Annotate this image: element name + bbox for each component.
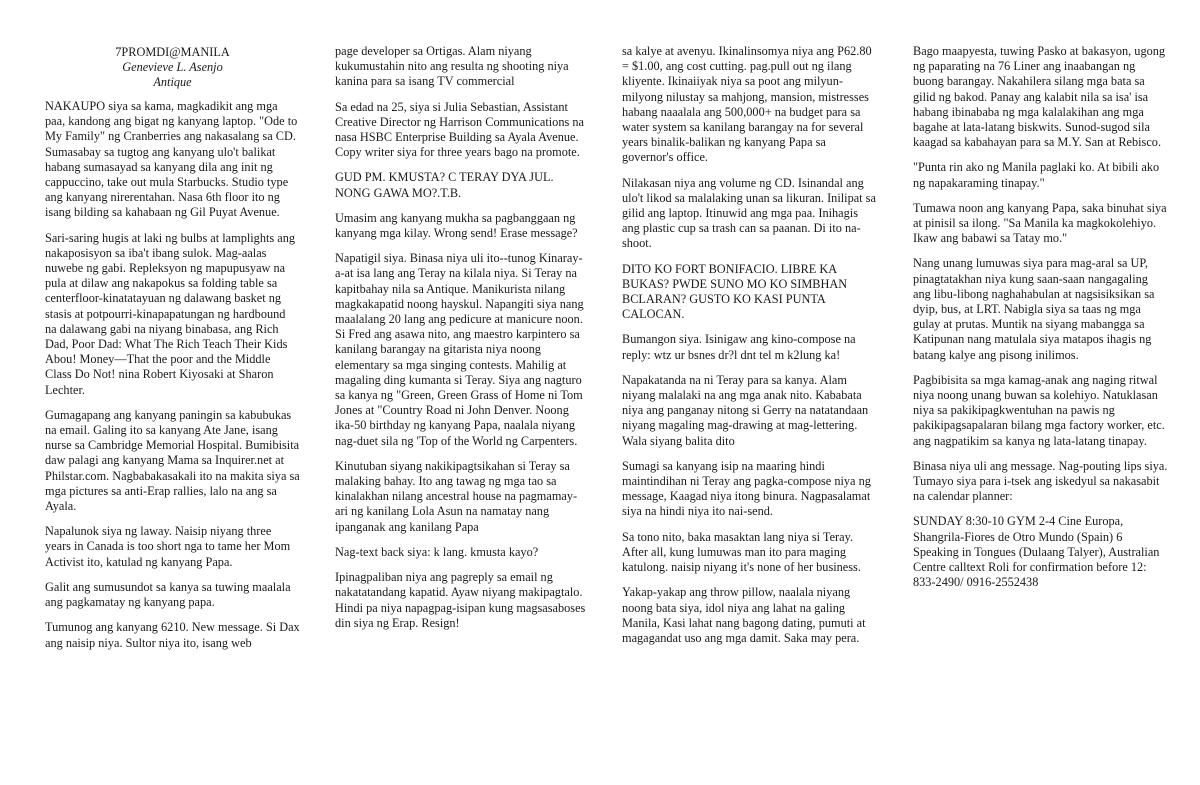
- paragraph: Sari-saring hugis at laki ng bulbs at lamplights ang nakaposisyon sa iba't ibang sulok. Mag-aalas nuwebe ng gabi. Repleksyon ng mapupusyaw na pula at dilaw ang nakapokus sa folding table sa centerfloor-kinatatayuan ng dalawang basket ng stasis at potpourri-kinapapatungan ng hardbound na dalawang gabi na niyang binabasa, ang Rich Dad, Poor Dad: What The Rich Teach Their Kids Abou! Money—That the poor and the Middle Class Do Not! nina Robert Kiyosaki at Sharon Lechter.: [45, 230, 296, 397]
- author-place: Antique: [153, 75, 192, 89]
- paragraph: Sumagi sa kanyang isip na maaring hindi maintindihan ni Teray ang pagka-compose niya ng message, Kaagad niya itong binura. Nagpasalamat siya na hindi niya ito nai-send.: [622, 458, 871, 519]
- paragraph: Nag-text back siya: k lang. kmusta kayo?: [335, 544, 539, 559]
- paragraph: Ipinagpaliban niya ang pagreply sa email ng nakatatandang kapatid. Ayaw niyang makipagtalo. Hindi pa niya napagpag-isipan kung magsasaboses din siya ng Erap. Resign!: [335, 570, 586, 630]
- paragraph: Bumangon siya. Isinigaw ang kino-compose na reply: wtz ur bsnes dr?l dnt tel m k2lung ka!: [622, 332, 856, 362]
- paragraph: Galit ang sumusundot sa kanya sa tuwing maalala ang pagkamatay ng kanyang papa.: [45, 579, 291, 610]
- paragraph: Gumagapang ang kanyang paningin sa kabubukas na email. Galing ito sa kanyang Ate Jane, isang nurse sa Cambridge Memorial Hospital. Bumibisita daw palagi ang kanyang Mama sa Inquirer.net at Philstar.com. Nagbabakasakali ito na makita siya sa mga pictures sa anti-Erap rallies, lalo na ang sa Ayala.: [45, 407, 300, 514]
- paragraph: Binasa niya uli ang message. Nag-pouting lips siya. Tumayo siya para i-tsek ang iskedyul sa nakasabit na calendar planner:: [913, 458, 1168, 504]
- paragraph: Kinutuban siyang nakikipagtsikahan si Teray sa malaking bahay. Ito ang tawag ng mga tao sa kinalakhan nilang ancestral house na pagmamay-ari ng kanilang Lola Asun na namatay nang ipanganak ang kanilang Papa: [335, 458, 578, 534]
- text-message: DITO KO FORT BONIFACIO. LIBRE KA BUKAS? PWDE SUNO MO KO SIMBHAN BCLARAN? GUSTO KO KASI PUNTA CALOCAN.: [622, 261, 848, 322]
- paragraph: Napakatanda na ni Teray para sa kanya. Alam niyang malalaki na ang mga anak nito. Kababata niya ang panganay nitong si Gerry na natatandaan niyang magaling mag-drawing at mag-lettering. Wala siyang balita dito: [622, 372, 869, 448]
- text-message: GUD PM. KMUSTA? C TERAY DYA JUL. NONG GAWA MO?.T.B.: [335, 170, 554, 200]
- paragraph: Bago maapyesta, tuwing Pasko at bakasyon, ugong ng paparating na 76 Liner ang inaabangan ng buong barangay. Nakahilera silang mga bata sa gilid ng bakod. Panay ang kalabit nila sa isa' isa habang ibinababa ng mga kalalakihan ang mga bagahe at lata-latang biskwits. Sunod-sugod sila kaagad sa kabahayan para sa M.Y. San at Rebisco.: [913, 44, 1166, 150]
- paragraph: Yakap-yakap ang throw pillow, naalala niyang noong bata siya, idol niya ang lahat na galing Manila, Kasi lahat nang bagong dating, pumuti at magagandat uso ang mga damit. Saka may pera.: [622, 585, 866, 645]
- story-header: [45, 45, 300, 90]
- paragraph: Napatigil siya. Binasa niya uli ito--tunog Kinaray-a-at isa lang ang Teray na kilala niya. Si Teray na kapitbahay nila sa Antique. Manikurista nilang magkakapatid noong hayskul. Napangiti siya nang maalalang 20 lang ang pedicure at manicure noon. Si Fred ang asawa nito, ang maestro karpintero sa kanilang barangay na gitarista niya noong elementary sa mga singing contests. Mahilig at magaling ding kumanta si Teray. Siya ang nagturo sa kanya ng "Green, Green Grass of Home ni Tom Jones at "Country Road ni John Denver. Noong ika-50 birthday ng kanyang Papa, naalala niyang nag-duet sila ng 'Top of the World ng Carpenters.: [335, 251, 584, 448]
- column-1: [45, 45, 300, 661]
- paragraph: page developer sa Ortigas. Alam niyang kukumustahin nito ang resulta ng shooting niya kanina para sa isang TV commercial: [335, 44, 569, 89]
- story-title: 7PROMDI@MANILA: [115, 45, 230, 59]
- paragraph: Napalunok siya ng laway. Naisip niyang three years in Canada is too short nga to tame her Mom Activist ito, katulad ng kanyang Papa.: [45, 524, 291, 569]
- paragraph: sa kalye at avenyu. Ikinalinsomya niya ang P62.80 = $1.00, ang cost cutting. pag.pull out ng ilang kliyente. Ikinaiiyak niya sa poot ang milyun-milyong nilustay sa mahjong, mansion, mistresses habang naaalala ang 500,000+ na budget para sa water system sa kanilang barangay na for several years binalik-balikan ng kanyang Papa sa governor's office.: [622, 44, 872, 165]
- paragraph: Sa edad na 25, siya si Julia Sebastian, Assistant Creative Director ng Harrison Communications na nasa HSBC Enterprise Building sa Ayala Avenue. Copy writer siya for three years bago na promote.: [335, 99, 584, 160]
- column-2: [335, 44, 590, 641]
- paragraph: Pagbibisita sa mga kamag-anak ang naging ritwal niya noong unang buwan sa kolehiyo. Natuklasan niya sa pakikipagkwentuhan na pawis ng pakikipagsapalaran bilang mga factory worker, etc. ang nagpatikim sa kanya ng lata-latang tinapay.: [913, 372, 1165, 448]
- paragraph: NAKAUPO siya sa kama, magkadikit ang mga paa, kandong ang bigat ng kanyang laptop. "Ode to My Family" ng Cranberries ang nakasalang sa CD. Sumasabay sa tugtog ang kanyang ulo't balikat habang sumasayad sa kanyang dila ang init ng cappuccino, take out mula Starbucks. Studio type ang kanyang nirerentahan. Nasa 6th floor ito ng isang bilding sa kahabaan ng Gil Puyat Avenue.: [45, 99, 298, 220]
- paragraph: "Punta rin ako ng Manila paglaki ko. At bibili ako ng napakaraming tinapay.": [913, 160, 1160, 190]
- paragraph: Sa tono nito, baka masaktan lang niya si Teray. After all, kung lumuwas man ito para maging katulong. naisip niyang it's none of her business.: [622, 529, 861, 575]
- calendar-schedule: SUNDAY 8:30-10 GYM 2-4 Cine Europa, Shangrila-Fiores de Otro Mundo (Spain) 6 Speaking in Tongues (Dulaang Talyer), Australian Centre calltext Roli for confirmation before 12: 833-2490/ 0916-2552438: [913, 514, 1160, 590]
- paragraph: Tumawa noon ang kanyang Papa, saka binuhat siya at pinisil sa ilong. "Sa Manila ka magkokolehiyo. Ikaw ang babawi sa Tatay mo.": [913, 200, 1167, 246]
- paragraph: Umasim ang kanyang mukha sa pagbanggaan ng kanyang mga kilay. Wrong send! Erase message?: [335, 210, 578, 241]
- paragraph: Tumunog ang kanyang 6210. New message. Si Dax ang naisip niya. Sultor niya ito, isang web: [45, 620, 300, 650]
- paragraph: Nang unang lumuwas siya para mag-aral sa UP, pinagtatakhan niya kung saan-saan nangagaling ang libu-libong naghahabulan at nagsisiksikan sa dyip, bus, at LRT. Nabigla siya sa taas ng mga gulay at prutas. Muntik na siyang mabangga sa Katipunan nang matulala siya matapos ihagis ng batang kalye ang pisong inilimos.: [913, 256, 1155, 362]
- story-author: Genevieve L. Asenjo: [122, 60, 223, 74]
- paragraph: Nilakasan niya ang volume ng CD. Isinandal ang ulo't likod sa malalaking unan sa likuran. Inilipat sa gilid ang laptop. Itinuwid ang mga paa. Inihagis ang plastic cup sa trash can sa paanan. Di ito na-shoot.: [622, 175, 876, 251]
- column-4: [913, 44, 1168, 601]
- column-3: [622, 44, 877, 656]
